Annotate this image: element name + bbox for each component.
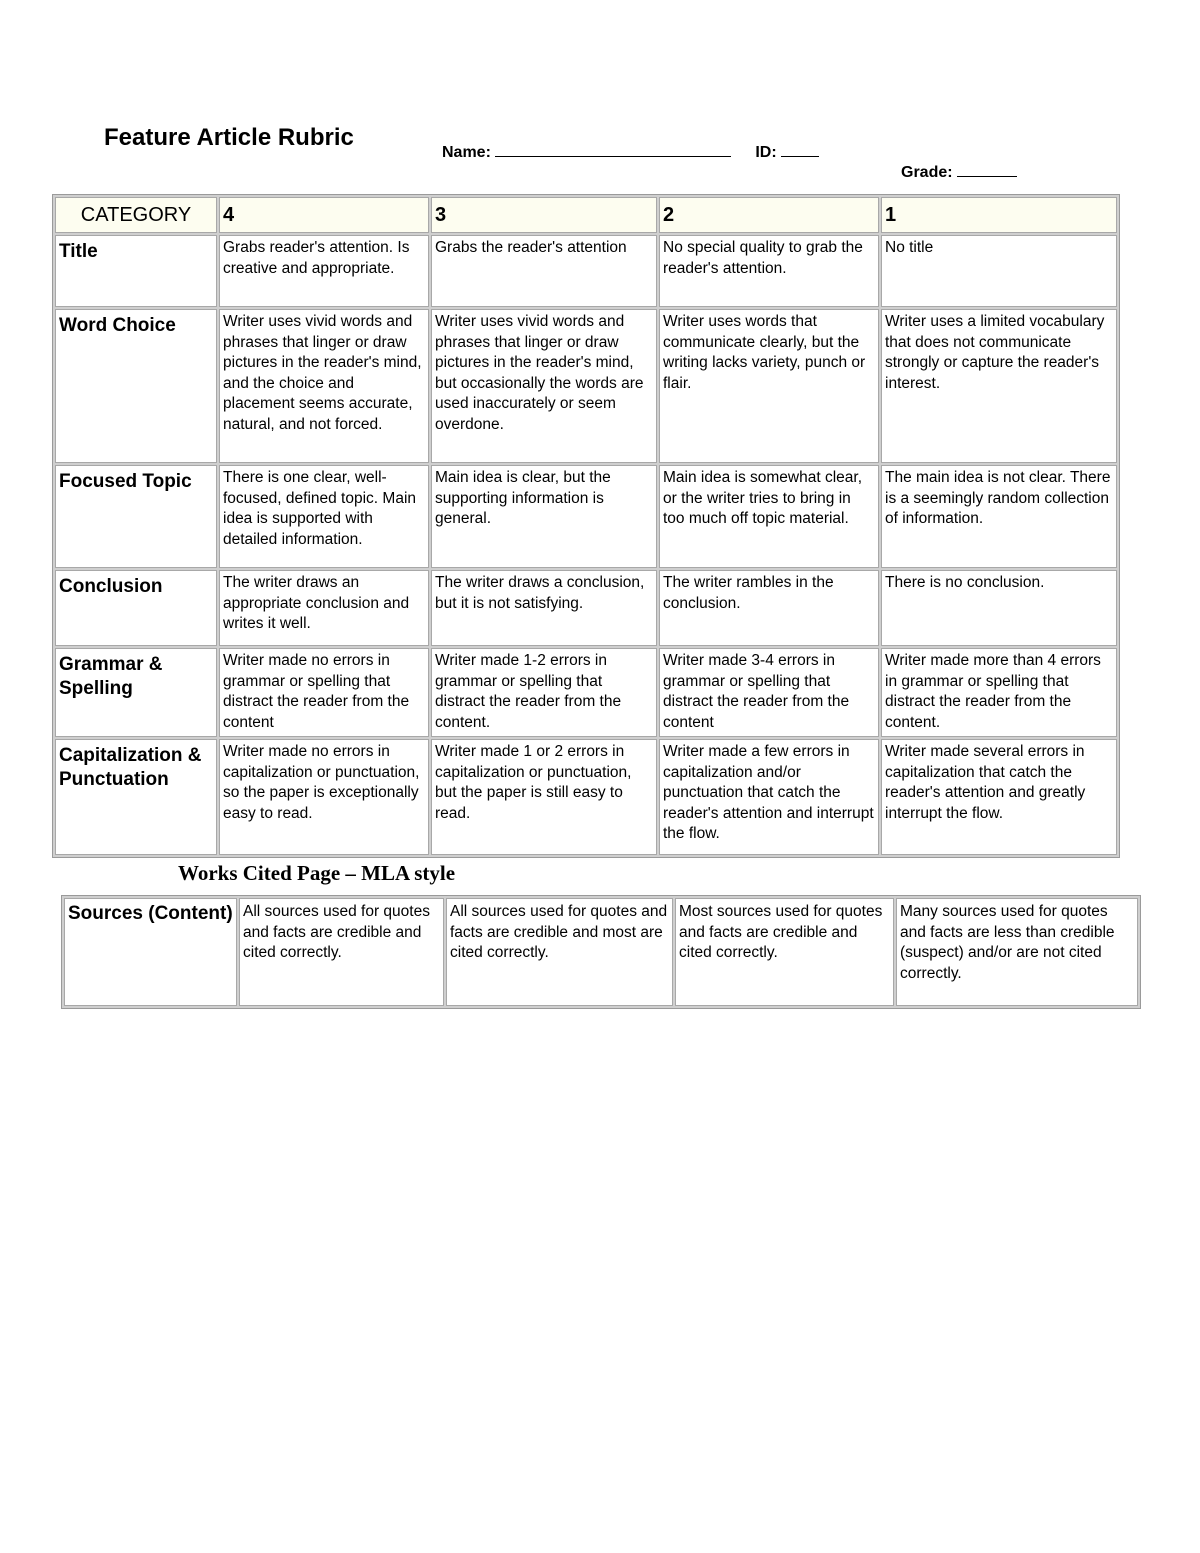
table-cell: There is no conclusion. (881, 570, 1117, 646)
name-blank-field[interactable] (495, 142, 731, 157)
table-cell: Writer made more than 4 errors in grammar or spelling that distract the reader from the content. (881, 648, 1117, 737)
row-label-capitalization-punctuation: Capitalization & Punctuation (55, 739, 217, 855)
table-row (64, 898, 1138, 1006)
column-header-category: CATEGORY (55, 197, 217, 233)
column-header-1: 1 (881, 197, 1117, 233)
table-cell: Many sources used for quotes and facts are less than credible (suspect) and/or are not cited correctly. (896, 898, 1138, 1006)
table-cell: Writer made 1 or 2 errors in capitalization or punctuation, but the paper is still easy to read. (431, 739, 657, 855)
table-row (55, 309, 1117, 463)
rubric-table (52, 194, 1120, 858)
grade-label: Grade: (901, 164, 953, 181)
id-blank-field[interactable] (781, 142, 819, 157)
rubric-header-row (55, 197, 1117, 233)
table-cell: Writer uses vivid words and phrases that linger or draw pictures in the reader's mind, and the choice and placement seems accurate, natural, and not forced. (219, 309, 429, 463)
table-cell: Writer uses a limited vocabulary that does not communicate strongly or capture the reader's interest. (881, 309, 1117, 463)
table-cell: Writer made several errors in capitalization that catch the reader's attention and greatly interrupt the flow. (881, 739, 1117, 855)
id-label: ID: (755, 144, 777, 161)
table-row (55, 465, 1117, 568)
row-label-conclusion: Conclusion (55, 570, 217, 646)
table-cell: Writer made no errors in grammar or spelling that distract the reader from the content (219, 648, 429, 737)
table-cell: Main idea is clear, but the supporting information is general. (431, 465, 657, 568)
grade-blank-field[interactable] (957, 162, 1017, 177)
grade-line (901, 162, 1017, 182)
table-cell: Writer uses vivid words and phrases that linger or draw pictures in the reader's mind, but occasionally the words are used inaccurately or seem overdone. (431, 309, 657, 463)
table-cell: All sources used for quotes and facts are credible and most are cited correctly. (446, 898, 673, 1006)
column-header-3: 3 (431, 197, 657, 233)
row-label-sources: Sources (Content) (64, 898, 237, 1006)
row-label-word-choice: Word Choice (55, 309, 217, 463)
row-label-focused-topic: Focused Topic (55, 465, 217, 568)
table-cell: The writer rambles in the conclusion. (659, 570, 879, 646)
column-header-4: 4 (219, 197, 429, 233)
table-cell: All sources used for quotes and facts are credible and cited correctly. (239, 898, 444, 1006)
works-cited-heading: Works Cited Page – MLA style (178, 861, 456, 885)
row-label-title: Title (55, 235, 217, 307)
table-row (55, 648, 1117, 737)
column-header-2: 2 (659, 197, 879, 233)
table-row (55, 739, 1117, 855)
table-cell: Writer made 3-4 errors in grammar or spelling that distract the reader from the content (659, 648, 879, 737)
table-cell: Writer made 1-2 errors in grammar or spelling that distract the reader from the content. (431, 648, 657, 737)
table-cell: The writer draws a conclusion, but it is not satisfying. (431, 570, 657, 646)
table-cell: There is one clear, well-focused, defined topic. Main idea is supported with detailed information. (219, 465, 429, 568)
table-cell: Writer uses words that communicate clearly, but the writing lacks variety, punch or flair. (659, 309, 879, 463)
table-cell: Writer made no errors in capitalization or punctuation, so the paper is exceptionally easy to read. (219, 739, 429, 855)
table-cell: No special quality to grab the reader's attention. (659, 235, 879, 307)
table-cell: Most sources used for quotes and facts are credible and cited correctly. (675, 898, 894, 1006)
table-cell: Grabs reader's attention. Is creative and appropriate. (219, 235, 429, 307)
table-cell: Grabs the reader's attention (431, 235, 657, 307)
sources-table (61, 895, 1141, 1009)
table-row (55, 570, 1117, 646)
document-title: Feature Article Rubric (104, 124, 354, 151)
name-label: Name: (442, 144, 491, 161)
table-cell: The writer draws an appropriate conclusion and writes it well. (219, 570, 429, 646)
table-row (55, 235, 1117, 307)
table-cell: Main idea is somewhat clear, or the writer tries to bring in too much off topic material. (659, 465, 879, 568)
table-cell: No title (881, 235, 1117, 307)
table-cell: Writer made a few errors in capitalization and/or punctuation that catch the reader's attention and interrupt the flow. (659, 739, 879, 855)
name-id-line (442, 142, 819, 162)
row-label-grammar-spelling: Grammar & Spelling (55, 648, 217, 737)
table-cell: The main idea is not clear. There is a seemingly random collection of information. (881, 465, 1117, 568)
